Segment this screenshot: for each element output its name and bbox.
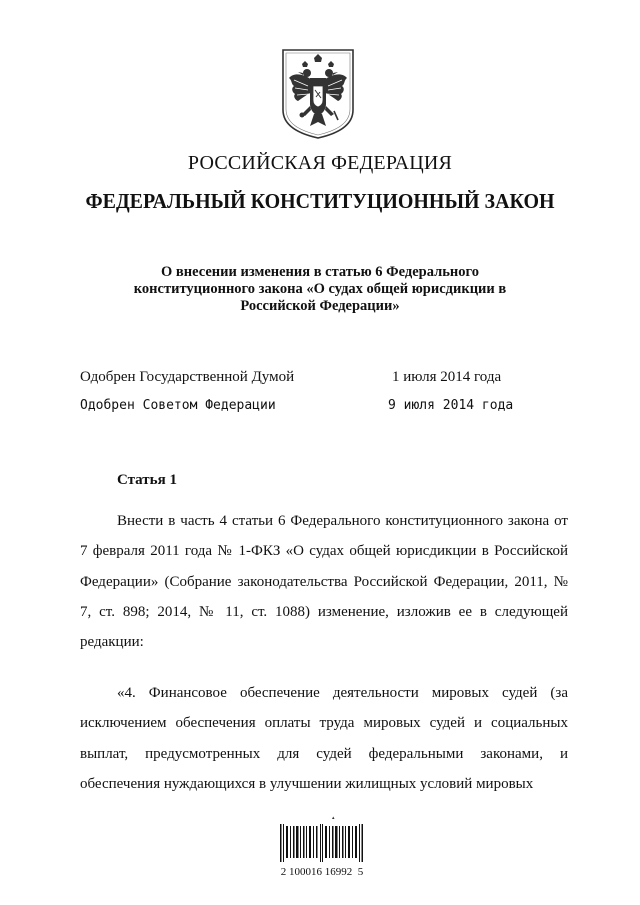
article-paragraph: Внести в часть 4 статьи 6 Федерального конституционного закона от 7 февраля 2011 года № 1-ФКЗ «О судах общей юрисдикции в Российской Федерации» (Собрание законодательства Российской Федерации, 2011, № 7, ст. 898; 2014, № 11, ст. 1088) изменение, изложив ее в следующей редакции: — [80, 513, 568, 651]
barcode-icon — [272, 812, 382, 892]
coat-of-arms-icon — [280, 48, 356, 140]
law-title: О внесении изменения в статью 6 Федерального конституционного закона «О судах общей юрисдикции в Российской Федерации» — [133, 264, 507, 314]
law-type-heading: ФЕДЕРАЛЬНЫЙ КОНСТИТУЦИОННЫЙ ЗАКОН — [85, 189, 555, 213]
approval-label: Одобрен Советом Федерации — [80, 398, 276, 413]
svg-text:▴: ▴ — [332, 815, 335, 821]
country-name: РОССИЙСКАЯ ФЕДЕРАЦИЯ — [187, 152, 453, 174]
article-paragraph: «4. Финансовое обеспечение деятельности мировых судей (за исключением обеспечения оплаты труда мировых судей и социальных выплат, предусмотренных для судей федеральными законами, и обеспечения нуждающихся в улучшении жилищных условий мировых — [80, 685, 568, 792]
approval-date: 1 июля 2014 года — [392, 369, 502, 385]
approval-label: Одобрен Государственной Думой — [80, 369, 295, 385]
barcode-number: 2 100016 16992 5 — [280, 866, 364, 878]
article-heading: Статья 1 — [117, 472, 177, 488]
approval-date: 9 июля 2014 года — [388, 398, 514, 413]
